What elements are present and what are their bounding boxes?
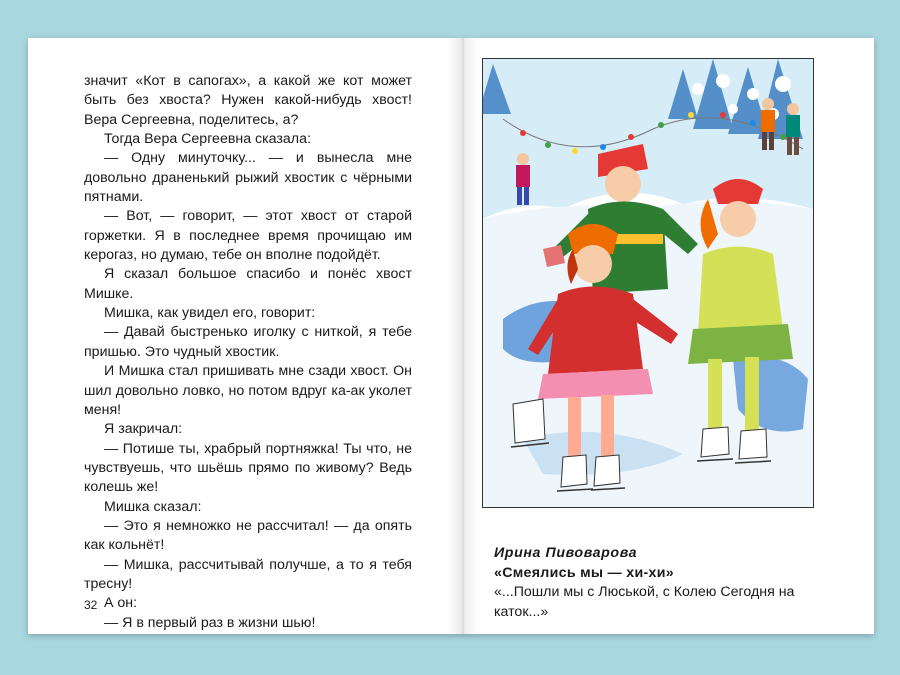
poem-title: «Смеялись мы — хи-хи» [494, 564, 674, 581]
paragraph-3: — Одну минуточку... — и вынесла мне довольно драненький рыжий хвостик с чёрными пятнами. [84, 150, 412, 206]
poem-quote: «...Пошли мы с Люськой, с Колею Сегодня на каток...» [494, 584, 795, 620]
skating-illustration [482, 58, 814, 508]
paragraph-5: Я сказал большое спасибо и понёс хвост Мишке. [84, 266, 412, 302]
paragraph-7: — Давай быстренько иголку с ниткой, я тебе пришью. Это чудный хвостик. [84, 324, 412, 360]
paragraph-14: А он: [104, 595, 138, 612]
left-page-text [84, 72, 412, 633]
open-book-spread [28, 38, 874, 634]
paragraph-11: Мишка сказал: [104, 498, 202, 515]
paragraph-8: И Мишка стал пришивать мне сзади хвост. Он шил довольно ловко, но потом вдруг ка-ак уколет меня! [84, 363, 412, 418]
paragraph-10: — Потише ты, храбрый портняжка! Ты что, не чувствуешь, что шьёшь прямо по живому? Ведь колешь же! [84, 440, 412, 496]
paragraph-4: — Вот, — говорит, — этот хвост от старой горжетки. Я в последнее время прочищаю им керогаз, но думаю, тебе он вполне подойдёт. [84, 208, 412, 264]
paragraph-12: — Это я немножко не рассчитал! — да опять как кольнёт! [84, 517, 412, 554]
paragraph-9: Я закричал: [104, 421, 183, 438]
paragraph-1: значит «Кот в сапогах», а какой же кот может быть без хвоста? Нужен какой-нибудь хвост! Вера Сергеевна, поделитесь, а? [84, 73, 412, 128]
paragraph-15: — Я в первый раз в жизни шью! [104, 614, 316, 631]
paragraph-13: — Мишка, рассчитывай получше, а то я тебя тресну! [84, 556, 412, 592]
book-gutter [448, 38, 478, 634]
page-number: 32 [84, 598, 98, 612]
paragraph-2: Тогда Вера Сергеевна сказала: [104, 131, 311, 148]
paragraph-6: Мишка, как увидел его, говорит: [104, 305, 316, 322]
poem-author: Ирина Пивоварова [494, 545, 638, 561]
poem-caption [494, 544, 816, 622]
